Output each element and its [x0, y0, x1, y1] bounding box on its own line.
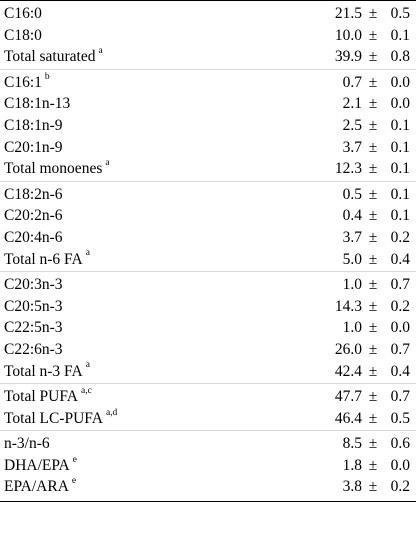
plus-minus-sign: ± [368, 228, 378, 246]
fatty-acid-name: DHA/EPA [4, 456, 70, 474]
plus-minus-sign: ± [368, 26, 378, 44]
sd-value: 0.1 [390, 26, 410, 44]
table-row [0, 433, 416, 455]
fatty-acid-name: C20:5n-3 [4, 297, 63, 315]
table-row [0, 93, 416, 115]
plus-minus-sign: ± [368, 478, 378, 496]
fatty-acid-name: C20:4n-6 [4, 228, 63, 246]
table-row [0, 408, 416, 430]
plus-minus-sign: ± [368, 456, 378, 474]
fatty-acid-name: Total monoenes [4, 160, 103, 178]
mean-value: 0.5 [342, 185, 362, 203]
sd-value: 0.1 [390, 185, 410, 203]
fatty-acid-name: Total saturated [4, 48, 96, 66]
table-row [0, 184, 416, 206]
sd-value: 0.1 [390, 160, 410, 178]
plus-minus-sign: ± [368, 138, 378, 156]
sd-value: 0.1 [390, 207, 410, 225]
fatty-acid-name: C18:1n-13 [4, 95, 71, 113]
fatty-acid-label [4, 386, 322, 408]
plus-minus-sign: ± [368, 340, 378, 358]
fatty-acid-name: C16:1 [4, 73, 42, 91]
mean-value: 3.7 [342, 228, 362, 246]
fatty-acid-label [4, 274, 322, 296]
fatty-acid-name: C18:2n-6 [4, 185, 63, 203]
table-row [0, 476, 416, 498]
fatty-acid-label [4, 296, 322, 318]
mean-value: 1.0 [342, 319, 362, 337]
footnote-marker: a,d [105, 407, 118, 418]
table-row [0, 205, 416, 227]
table-row [0, 339, 416, 361]
mean-value: 0.4 [342, 207, 362, 225]
fatty-acid-name: C16:0 [4, 5, 42, 22]
table-row [0, 25, 416, 47]
table-row [0, 137, 416, 159]
sd-value: 0.8 [390, 48, 410, 66]
plus-minus-sign: ± [368, 409, 378, 427]
plus-minus-sign: ± [368, 388, 378, 406]
fatty-acid-label [4, 3, 322, 25]
sd-value: 0.0 [390, 319, 410, 337]
plus-minus-sign: ± [368, 297, 378, 315]
table-row [0, 361, 416, 383]
fatty-acid-name: C22:6n-3 [4, 340, 63, 358]
table-row [0, 296, 416, 318]
fatty-acid-name: Total PUFA [4, 388, 78, 406]
fatty-acid-label [4, 339, 322, 361]
fatty-acid-label [4, 205, 322, 227]
footnote-marker: a,c [80, 385, 92, 396]
plus-minus-sign: ± [368, 5, 378, 22]
sd-value: 0.2 [390, 478, 410, 496]
table-row [0, 3, 416, 25]
plus-minus-sign: ± [368, 207, 378, 225]
table-row [0, 72, 416, 94]
fatty-acid-label [4, 227, 322, 249]
footnote-marker: b [44, 71, 50, 82]
mean-value: 42.4 [334, 362, 362, 380]
plus-minus-sign: ± [368, 435, 378, 453]
mean-value: 1.8 [342, 456, 362, 474]
sd-value: 0.5 [390, 409, 410, 427]
row-group [0, 271, 416, 383]
fatty-acid-name: EPA/ARA [4, 478, 69, 496]
mean-value: 39.9 [334, 48, 362, 66]
mean-value: 47.7 [334, 388, 362, 406]
plus-minus-sign: ± [368, 276, 378, 294]
plus-minus-sign: ± [368, 250, 378, 268]
mean-value: 0.7 [342, 73, 362, 91]
fatty-acid-name: C20:1n-9 [4, 138, 63, 156]
fatty-acid-label [4, 408, 322, 430]
sd-value: 0.6 [390, 435, 410, 453]
mean-value: 3.8 [342, 478, 362, 496]
footnote-marker: a [98, 46, 103, 57]
sd-value: 0.0 [390, 73, 410, 91]
mean-value: 2.1 [342, 95, 362, 113]
fatty-acid-label [4, 72, 322, 94]
fatty-acid-label [4, 137, 322, 159]
mean-value: 26.0 [334, 340, 362, 358]
fatty-acid-label [4, 249, 322, 271]
sd-value: 0.4 [390, 250, 410, 268]
fatty-acid-label [4, 184, 322, 206]
plus-minus-sign: ± [368, 362, 378, 380]
mean-value: 3.7 [342, 138, 362, 156]
footnote-marker: a [105, 158, 110, 168]
sd-value: 0.7 [390, 388, 410, 406]
fatty-acid-name: C22:5n-3 [4, 319, 63, 337]
plus-minus-sign: ± [368, 160, 378, 178]
mean-value: 5.0 [342, 250, 362, 268]
table-row [0, 115, 416, 137]
table-row [0, 317, 416, 339]
fatty-acid-name: n-3/n-6 [4, 435, 50, 453]
plus-minus-sign: ± [368, 116, 378, 134]
fatty-acid-name: Total LC-PUFA [4, 409, 103, 427]
sd-value: 0.7 [390, 276, 410, 294]
fatty-acid-name: C20:3n-3 [4, 276, 63, 294]
row-group [0, 3, 416, 69]
sd-value: 0.2 [390, 228, 410, 246]
table-row [0, 274, 416, 296]
row-group [0, 383, 416, 430]
sd-value: 0.2 [390, 297, 410, 315]
fatty-acid-label [4, 93, 322, 115]
footnote-marker: e [71, 476, 77, 487]
mean-value: 10.0 [334, 26, 362, 44]
mean-value: 46.4 [334, 409, 362, 427]
fatty-acid-name: C20:2n-6 [4, 207, 63, 225]
mean-value: 14.3 [334, 297, 362, 315]
row-group [0, 69, 416, 181]
sd-value: 0.4 [390, 362, 410, 380]
row-group [0, 181, 416, 271]
sd-value: 0.1 [390, 138, 410, 156]
table-row [0, 455, 416, 477]
fatty-acid-label [4, 317, 322, 339]
row-group [0, 430, 416, 499]
plus-minus-sign: ± [368, 319, 378, 337]
fatty-acid-label [4, 476, 322, 498]
table-row [0, 227, 416, 249]
fatty-acid-label [4, 25, 322, 47]
table-row [0, 249, 416, 271]
fatty-acid-label [4, 158, 322, 180]
sd-value: 0.5 [390, 5, 410, 22]
mean-value: 8.5 [342, 435, 362, 453]
plus-minus-sign: ± [368, 73, 378, 91]
sd-value: 0.0 [390, 95, 410, 113]
mean-value: 1.0 [342, 276, 362, 294]
footnote-marker: a [85, 248, 90, 259]
fatty-acid-name: Total n-3 FA [4, 362, 83, 380]
plus-minus-sign: ± [368, 185, 378, 203]
table-row [0, 386, 416, 408]
plus-minus-sign: ± [368, 48, 378, 66]
table-row [0, 158, 416, 180]
fatty-acid-name: Total n-6 FA [4, 250, 83, 268]
fatty-acid-name: C18:0 [4, 26, 42, 44]
fatty-acid-label [4, 455, 322, 477]
fatty-acid-label [4, 433, 322, 455]
footnote-marker: a [85, 360, 90, 371]
fatty-acid-label [4, 115, 322, 137]
fatty-acid-label [4, 361, 322, 383]
mean-value: 12.3 [334, 160, 362, 178]
mean-value: 21.5 [334, 5, 362, 22]
table-row [0, 46, 416, 68]
fatty-acid-label [4, 46, 322, 68]
sd-value: 0.7 [390, 340, 410, 358]
fatty-acid-name: C18:1n-9 [4, 116, 63, 134]
sd-value: 0.1 [390, 116, 410, 134]
plus-minus-sign: ± [368, 95, 378, 113]
footnote-marker: e [72, 454, 77, 465]
mean-value: 2.5 [342, 116, 362, 134]
sd-value: 0.0 [390, 456, 410, 474]
